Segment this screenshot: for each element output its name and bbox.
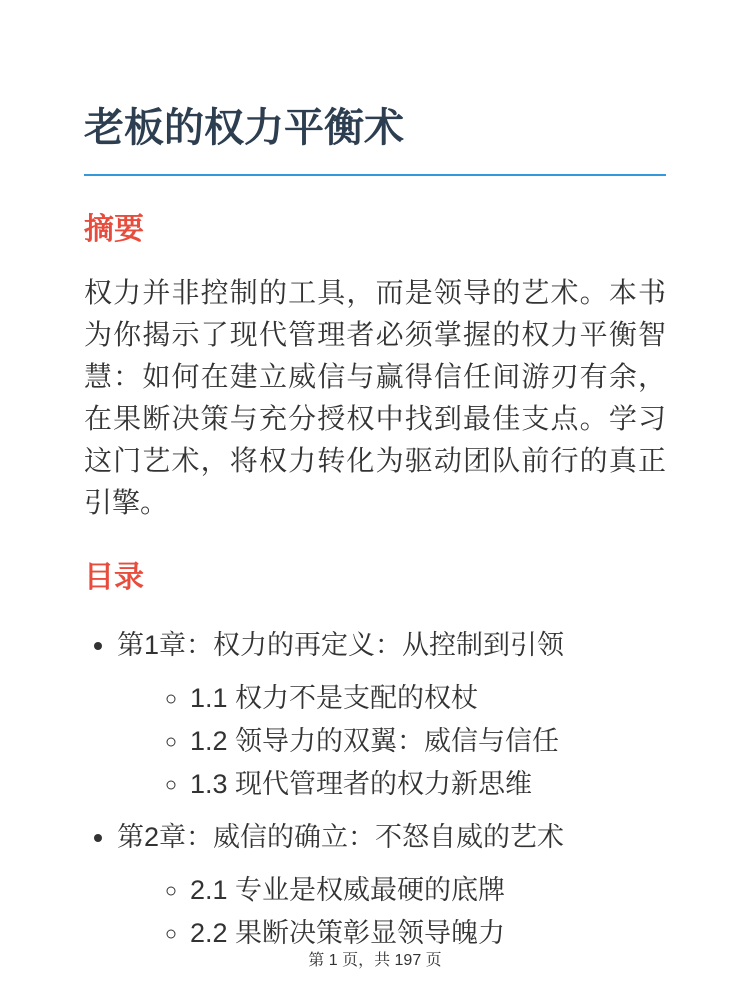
abstract-heading: 摘要 bbox=[84, 213, 144, 246]
toc-item-1-3: ◦ 1.3 现代管理者的权力新思维 bbox=[190, 764, 666, 804]
toc-item-2-2: ◦ 2.2 果断决策彰显领导魄力 bbox=[190, 913, 666, 953]
toc-chapter-2-sublist bbox=[117, 870, 666, 953]
toc-heading: 目录 bbox=[84, 561, 144, 594]
toc-chapter-2 bbox=[117, 816, 666, 953]
page-title: 老板的权力平衡术 bbox=[84, 104, 666, 176]
toc-chapter-1 bbox=[117, 624, 666, 804]
toc-item-2-1: ◦ 2.1 专业是权威最硬的底牌 bbox=[190, 870, 666, 910]
toc-item-1-1: ◦ 1.1 权力不是支配的权杖 bbox=[190, 678, 666, 718]
toc-item-1-2: ◦ 1.2 领导力的双翼：威信与信任 bbox=[190, 721, 666, 761]
abstract-paragraph: 权力并非控制的工具，而是领导的艺术。本书为你揭示了现代管理者必须掌握的权力平衡智慧：如何在建立威信与赢得信任间游刃有余，在果断决策与充分授权中找到最佳支点。学习这门艺术，将权力转化为驱动团队前行的真正引擎。 bbox=[84, 277, 666, 518]
toc-chapter-1-label: 第1章：权力的再定义：从控制到引领 bbox=[117, 630, 565, 660]
toc-chapter-1-sublist bbox=[117, 678, 666, 804]
toc-list bbox=[84, 624, 666, 953]
page-number-indicator: 第 1 页，共 197 页 bbox=[308, 952, 442, 969]
toc-chapter-2-label: 第2章：威信的确立：不怒自威的艺术 bbox=[117, 822, 565, 852]
